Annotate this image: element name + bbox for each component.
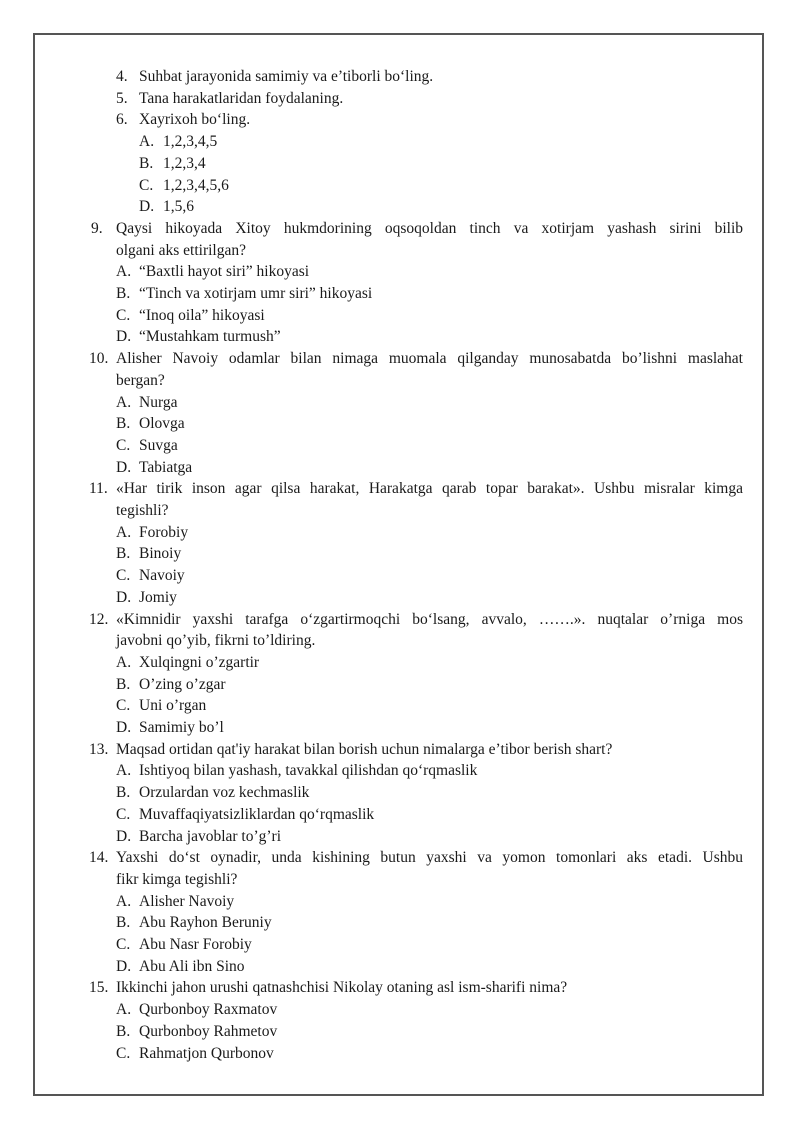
option-text: Barcha javoblar to’g’ri	[139, 827, 282, 845]
question-number: 10.	[89, 350, 109, 368]
option-letter: A.	[116, 762, 132, 780]
option-letter: B.	[139, 154, 154, 172]
question-text: Qaysi hikoyada Xitoy hukmdorining oqsoqoldan tinch va xotirjam yashash sirini bilib	[116, 219, 743, 237]
option-text: Navoiy	[139, 567, 185, 585]
question-text: «Kimnidir yaxshi tarafga o‘zgartirmoqchi bo‘lsang, avvalo, …….». nuqtalar o’rniga mos	[116, 610, 743, 628]
option-letter: C.	[116, 805, 131, 823]
option-text: Rahmatjon Qurbonov	[139, 1044, 274, 1062]
question-number: 13.	[89, 740, 109, 758]
option-text: Nurga	[139, 393, 178, 411]
option-letter: A.	[139, 133, 155, 151]
option-text: Samimiy bo’l	[139, 719, 224, 736]
option-text: Alisher Navoiy	[139, 892, 235, 910]
option-letter: B.	[116, 675, 131, 693]
option-text: Abu Nasr Forobiy	[139, 936, 252, 953]
option-text: Tabiatga	[139, 458, 193, 476]
question-text: Yaxshi do‘st oynadir, unda kishining butun yaxshi va yomon tomonlari aks etadi. Ushbu	[116, 849, 743, 867]
option-letter: B.	[116, 415, 131, 433]
option-letter: A.	[116, 1001, 132, 1019]
option-letter: C.	[116, 436, 131, 454]
option-text: Orzulardan voz kechmaslik	[139, 784, 310, 802]
option-letter: A.	[116, 523, 132, 541]
question-text-continued: olgani aks ettirilgan?	[116, 241, 246, 259]
question-text: Alisher Navoiy odamlar bilan nimaga muomala qilganday munosabatda bo’lishni maslahat	[116, 350, 743, 368]
question-number: 15.	[89, 979, 109, 997]
question-text: «Har tirik inson agar qilsa harakat, Harakatga qarab topar barakat». Ushbu misralar kimga	[116, 480, 743, 498]
option-text: “Inoq oila” hikoyasi	[139, 306, 265, 324]
option-letter: D.	[116, 957, 132, 975]
question-number: 9.	[91, 219, 103, 237]
option-text: Abu Rayhon Beruniy	[139, 914, 272, 932]
option-letter: D.	[116, 588, 132, 606]
option-letter: C.	[116, 1044, 131, 1062]
option-text: O’zing o’zgar	[139, 675, 226, 693]
question-number: 11.	[89, 480, 108, 498]
option-text: Xulqingni o’zgartir	[139, 653, 260, 671]
option-text: Qurbonboy Rahmetov	[139, 1022, 278, 1040]
question-number: 12.	[89, 610, 109, 628]
option-text: Qurbonboy Raxmatov	[139, 1001, 278, 1019]
option-text: Olovga	[139, 415, 185, 433]
option-letter: D.	[116, 328, 132, 346]
option-text: Suvga	[139, 436, 178, 454]
option-text: Ishtiyoq bilan yashash, tavakkal qilishdan qo‘rqmaslik	[139, 762, 478, 780]
option-letter: C.	[116, 936, 131, 953]
option-text: “Tinch va xotirjam umr siri” hikoyasi	[139, 285, 373, 302]
question-text: Maqsad ortidan qat'iy harakat bilan borish uchun nimalarga e’tibor berish shart?	[116, 740, 613, 758]
list-item-number: 4.	[116, 68, 128, 85]
option-text: Forobiy	[139, 523, 189, 541]
question-text-continued: javobni qo’yib, fikrni to’ldiring.	[116, 632, 316, 650]
option-text: 1,2,3,4,5,6	[163, 176, 229, 194]
option-text: 1,2,3,4	[163, 154, 206, 172]
option-letter: A.	[116, 393, 132, 411]
question-text: Ikkinchi jahon urushi qatnashchisi Nikolay otaning asl ism-sharifi nima?	[116, 979, 568, 997]
option-letter: B.	[116, 1022, 131, 1040]
option-text: 1,5,6	[163, 198, 194, 216]
option-letter: B.	[116, 914, 131, 932]
question-text-continued: bergan?	[116, 371, 165, 389]
list-item-number: 6.	[116, 111, 128, 129]
option-text: Uni o’rgan	[139, 697, 207, 715]
list-item-number: 5.	[116, 89, 128, 107]
option-letter: A.	[116, 263, 132, 281]
option-letter: C.	[116, 306, 131, 324]
option-text: “Mustahkam turmush”	[139, 328, 281, 346]
option-text: Binoiy	[139, 545, 182, 563]
option-letter: B.	[116, 545, 131, 563]
option-text: Abu Ali ibn Sino	[139, 957, 245, 975]
option-letter: B.	[116, 784, 131, 802]
option-letter: A.	[116, 892, 132, 910]
option-letter: C.	[116, 697, 131, 715]
option-letter: A.	[116, 653, 132, 671]
question-text-continued: tegishli?	[116, 502, 169, 519]
option-letter: D.	[116, 719, 132, 736]
option-text: “Baxtli hayot siri” hikoyasi	[139, 263, 310, 281]
question-text-continued: fikr kimga tegishli?	[116, 870, 238, 888]
question-number: 14.	[89, 849, 109, 867]
option-letter: C.	[116, 567, 131, 585]
option-text: Jomiy	[139, 588, 177, 606]
list-item-text: Tana harakatlaridan foydalaning.	[139, 89, 344, 107]
list-item-text: Suhbat jarayonida samimiy va e’tiborli bo‘ling.	[139, 68, 434, 85]
option-letter: B.	[116, 285, 131, 302]
option-text: Muvaffaqiyatsizliklardan qo‘rqmaslik	[139, 805, 375, 823]
option-letter: D.	[139, 198, 155, 216]
list-item-text: Xayrixoh bo‘ling.	[139, 111, 251, 129]
option-letter: C.	[139, 176, 154, 194]
option-letter: D.	[116, 827, 132, 845]
option-text: 1,2,3,4,5	[163, 133, 218, 151]
option-letter: D.	[116, 458, 132, 476]
